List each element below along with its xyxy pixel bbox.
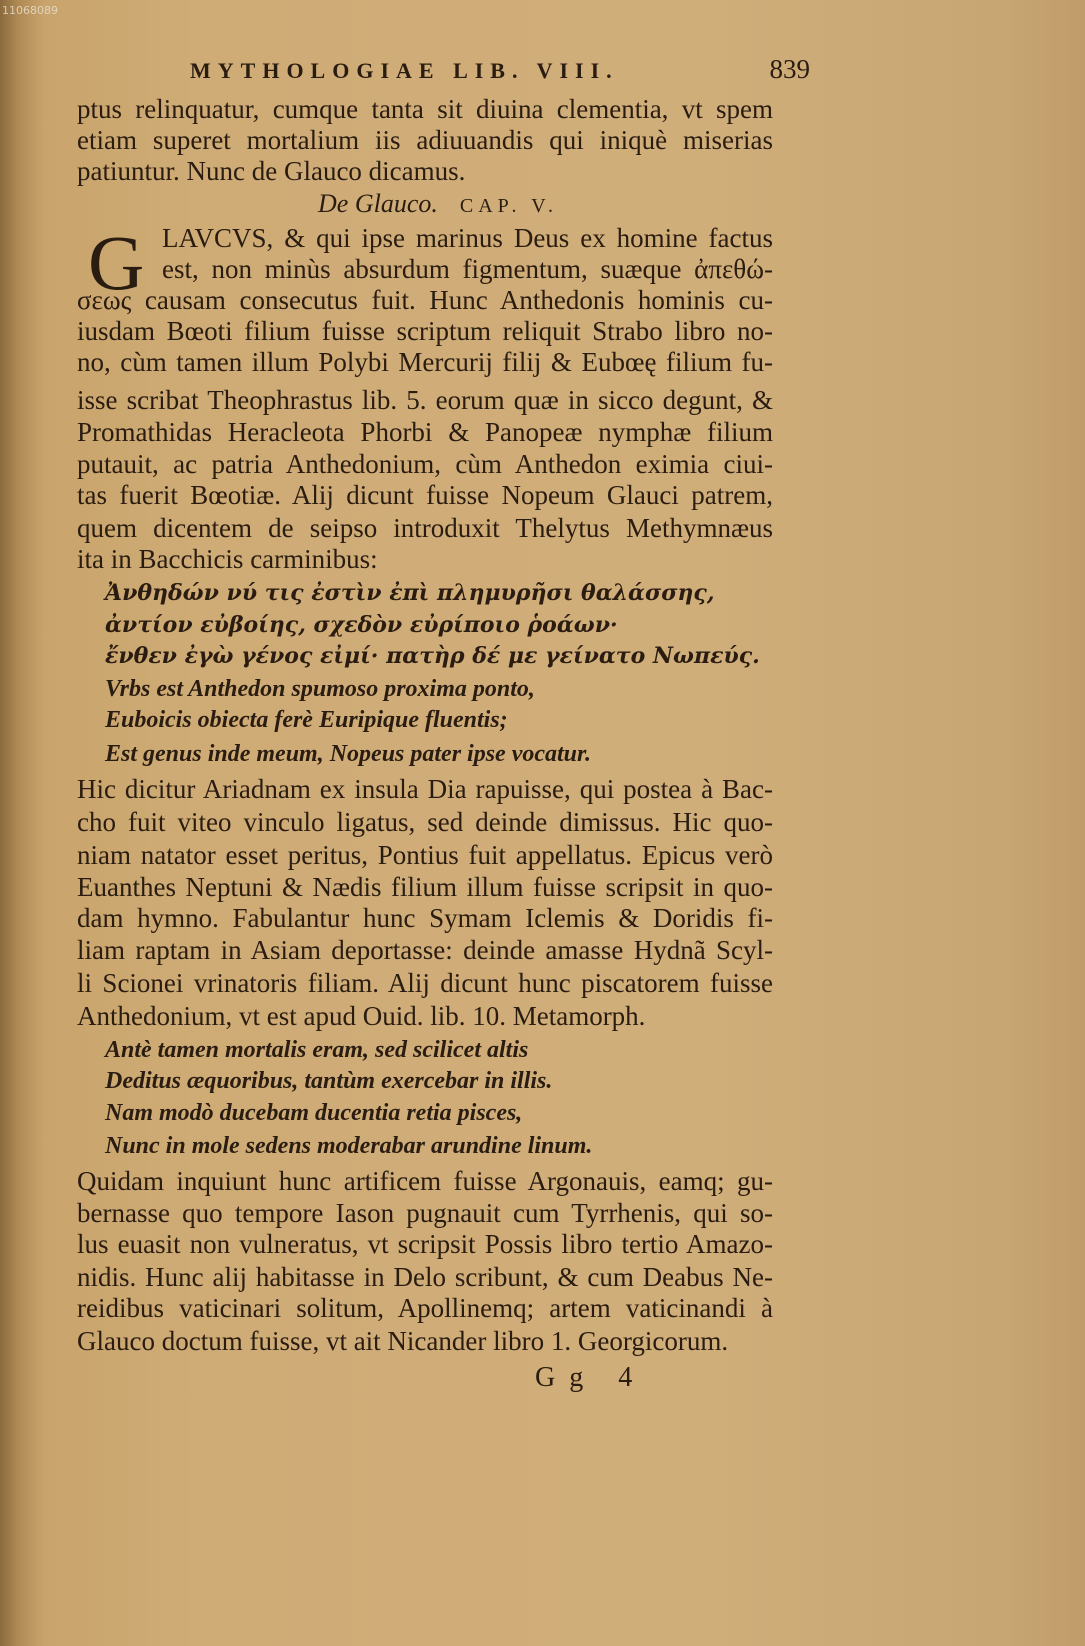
text-line: ἔνθεν ἐγὼ γένος εἰμί· πατὴρ δέ με γείνατο Νωπεύς. xyxy=(105,643,760,669)
running-head-title: MYTHOLOGIAE LIB. VIII. xyxy=(190,58,619,83)
text-line: bernasse quo tempore Iason pugnauit cum Tyrrhenis, qui so- xyxy=(77,1198,773,1228)
chapter-heading xyxy=(318,188,558,221)
text-line: quem dicentem de seipso introduxit Thelytus Methymnæus xyxy=(77,513,773,543)
running-head xyxy=(190,54,810,84)
text-line: Glauco doctum fuisse, vt ait Nicander libro 1. Georgicorum. xyxy=(77,1326,729,1356)
chapter-number: CAP. V. xyxy=(459,195,559,217)
text-line: isse scribat Theophrastus lib. 5. eorum quæ in sicco degunt, & xyxy=(77,385,773,415)
text-line: reidibus vaticinari solitum, Apollinemq; artem vaticinandi à xyxy=(77,1293,773,1323)
text-line: nidis. Hunc alij habitasse in Delo scribunt, & cum Deabus Ne- xyxy=(77,1262,773,1292)
text-line: ita in Bacchicis carminibus: xyxy=(77,544,378,574)
text-line: Est genus inde meum, Nopeus pater ipse vocatur. xyxy=(105,741,592,767)
text-line: niam natator esset peritus, Pontius fuit appellatus. Epicus verò xyxy=(77,840,773,870)
text-line: no, cùm tamen illum Polybi Mercurij filij & Eubœę filium fu- xyxy=(77,347,773,377)
text-line: tas fuerit Bœotiæ. Alij dicunt fuisse Nopeum Glauci patrem, xyxy=(77,480,773,510)
text-line: Ἀνθηδών νύ τις ἐστὶν ἐπὶ πλημυρῆσι θαλάσσης, xyxy=(105,580,715,606)
text-line: Euboicis obiecta ferè Euripique fluentis; xyxy=(105,707,508,733)
text-line: Nunc in mole sedens moderabar arundine linum. xyxy=(105,1133,593,1159)
text-line: li Scionei vrinatoris filiam. Alij dicunt hunc piscatorem fuisse xyxy=(77,968,773,998)
scan-id-label: 11068089 xyxy=(2,4,58,17)
text-line: Quidam inquiunt hunc artificem fuisse Argonauis, eamq; gu- xyxy=(77,1166,773,1196)
drop-cap: G xyxy=(88,219,145,306)
text-line: σεως causam consecutus fuit. Hunc Anthedonis hominis cu- xyxy=(77,285,773,315)
text-line: Promathidas Heracleota Phorbi & Panopeæ nymphæ filium xyxy=(77,417,773,447)
text-line: putauit, ac patria Anthedonium, cùm Anthedon eximia ciui- xyxy=(77,449,773,479)
text-line: ἀντίον εὐβοίης, σχεδὸν εὐρίποιο ῥοάων· xyxy=(105,612,618,638)
text-line: patiuntur. Nunc de Glauco dicamus. xyxy=(77,156,466,186)
text-line: etiam superet mortalium iis adiuuandis qui iniquè miserias xyxy=(77,125,773,155)
text-line: Euanthes Neptuni & Nædis filium illum fuisse scripsit in quo- xyxy=(77,872,773,902)
text-line: Deditus æquoribus, tantùm exercebar in illis. xyxy=(105,1068,553,1094)
text-line: Vrbs est Anthedon spumoso proxima ponto, xyxy=(105,676,535,702)
text-line: iusdam Bœoti filium fuisse scriptum reliquit Strabo libro no- xyxy=(77,316,773,346)
page-number: 839 xyxy=(769,54,810,84)
text-line: ptus relinquatur, cumque tanta sit diuina clementia, vt spem xyxy=(77,94,773,124)
signature-mark: Gg 4 xyxy=(535,1362,647,1393)
text-line: Anthedonium, vt est apud Ouid. lib. 10. Metamorph. xyxy=(77,1001,646,1031)
text-line: liam raptam in Asiam deportasse: deinde amasse Hydnã Scyl- xyxy=(77,935,773,965)
text-line: dam hymno. Fabulantur hunc Symam Iclemis & Doridis fi- xyxy=(77,903,773,933)
text-line: Antè tamen mortalis eram, sed scilicet altis xyxy=(105,1037,529,1063)
text-line: Nam modò ducebam ducentia retia pisces, xyxy=(105,1100,523,1126)
chapter-title: De Glauco. xyxy=(318,189,438,218)
text-line: Hic dicitur Ariadnam ex insula Dia rapuisse, qui postea à Bac- xyxy=(77,774,773,804)
text-line: cho fuit viteo vinculo ligatus, sed deinde dimissus. Hic quo- xyxy=(77,807,773,837)
text-line: lus euasit non vulneratus, vt scripsit Possis libro tertio Amazo- xyxy=(77,1229,773,1259)
text-line: est, non minùs absurdum figmentum, suæque ἀπεθώ- xyxy=(162,254,773,284)
text-line: LAVCVS, & qui ipse marinus Deus ex homine factus xyxy=(162,223,773,253)
